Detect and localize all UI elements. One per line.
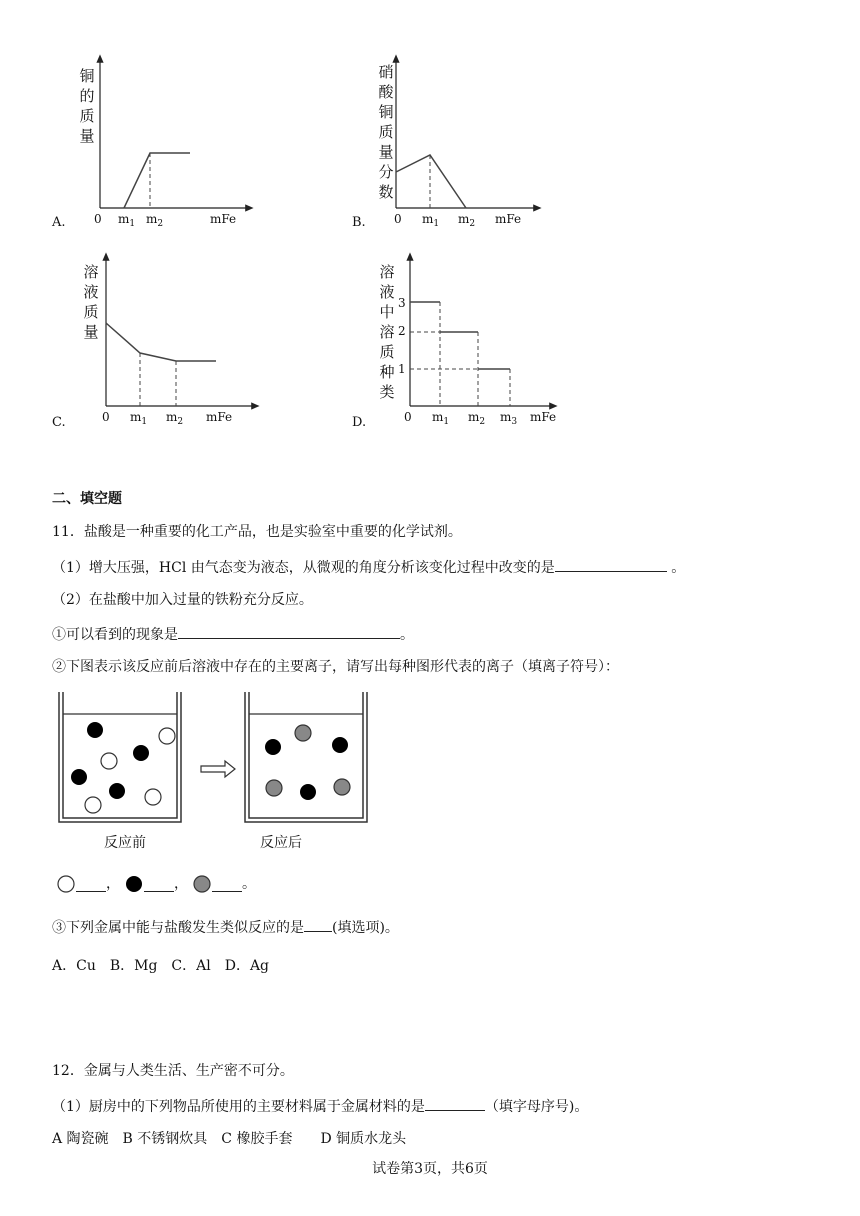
q12-stem: 12．金属与人类生活、生产密不可分。 <box>52 1063 294 1079</box>
grey-ion-icon <box>192 874 212 894</box>
chart-d-tick-m2: $m_2$ <box>468 410 486 427</box>
curve-c <box>106 323 216 361</box>
ylabel-char: 分 <box>378 163 394 181</box>
legend-comma: ， <box>106 876 120 892</box>
q11-sub1-answer-blank[interactable] <box>178 624 400 639</box>
ylabel-char: 量 <box>378 143 394 161</box>
grey-ion <box>334 779 350 795</box>
option-a-letter: A. <box>52 215 66 230</box>
reaction-arrow-icon <box>201 761 235 777</box>
beaker-after <box>245 692 367 822</box>
black-ion <box>300 784 316 800</box>
curve-a <box>124 153 190 208</box>
q12-part1-text: （1）厨房中的下列物品所使用的主要材料属于金属材料的是 <box>52 1099 425 1115</box>
white-ion <box>145 789 161 805</box>
black-ion-answer-blank[interactable] <box>144 877 174 892</box>
ylabel-char: 铜 <box>79 67 95 85</box>
q11-sub3-answer-blank[interactable] <box>304 917 332 932</box>
white-ion <box>85 797 101 813</box>
ylabel-char: 的 <box>79 87 95 105</box>
black-ion <box>265 739 281 755</box>
ylabel-char: 液 <box>83 283 99 301</box>
caption-after: 反应后 <box>260 835 302 851</box>
chart-a-tick-m1: $m_1$ <box>118 212 136 229</box>
q11-sub1-text: ①可以看到的现象是 <box>52 627 178 643</box>
chart-c-origin: 0 <box>102 410 110 424</box>
q11-part2: （2）在盐酸中加入过量的铁粉充分反应。 <box>52 592 313 608</box>
black-ion <box>87 722 103 738</box>
white-ion <box>159 728 175 744</box>
grey-ion <box>295 725 311 741</box>
q12-options: A 陶瓷碗 B 不锈钢炊具 C 橡胶手套 D 铜质水龙头 <box>52 1131 407 1147</box>
chart-d-ylabel <box>378 262 396 402</box>
beaker-before <box>59 692 181 822</box>
chart-b-xlabel: mFe <box>495 212 522 226</box>
caption-before: 反应前 <box>104 835 146 851</box>
ylabel-char: 溶 <box>379 263 395 281</box>
ylabel-char: 数 <box>378 183 394 201</box>
chart-d-tick-m1: $m_1$ <box>432 410 450 427</box>
black-ion <box>332 737 348 753</box>
white-ion-icon <box>56 874 76 894</box>
chart-a-origin: 0 <box>94 212 102 226</box>
chart-d-tick-m3: $m_3$ <box>500 410 518 427</box>
q11-sub3-end: (填选项)。 <box>332 920 399 936</box>
black-ion <box>109 783 125 799</box>
chart-a-graph <box>90 48 260 233</box>
ylabel-char: 质 <box>79 107 95 125</box>
chart-b-graph <box>388 48 548 233</box>
q12-part1 <box>52 1096 588 1116</box>
chart-b-origin: 0 <box>394 212 402 226</box>
q11-part1-answer-blank[interactable] <box>555 557 667 572</box>
q11-part1-end: 。 <box>671 560 686 576</box>
chart-d-xlabel: mFe <box>530 410 557 424</box>
black-ion <box>71 769 87 785</box>
curve-b <box>396 155 466 208</box>
white-ion <box>101 753 117 769</box>
ylabel-char: 溶 <box>379 323 395 341</box>
chart-d-graph <box>402 248 562 418</box>
white-ion-answer-blank[interactable] <box>76 877 106 892</box>
q11-part1-text: （1）增大压强，HCl 由气态变为液态，从微观的角度分析该变化过程中改变的是 <box>52 560 555 576</box>
ion-legend-row <box>56 874 256 894</box>
ylabel-char: 类 <box>379 383 395 401</box>
q11-sub1-end: 。 <box>400 627 414 643</box>
q11-sub2: ②下图表示该反应前后溶液中存在的主要离子，请写出每种图形代表的离子（填离子符号）： <box>52 659 619 675</box>
chart-d-ytick-1: 1 <box>398 362 406 376</box>
q11-sub3-text: ③下列金属中能与盐酸发生类似反应的是 <box>52 920 304 936</box>
ylabel-char: 溶 <box>83 263 99 281</box>
page-footer: 试卷第3页，共6页 <box>372 1161 488 1177</box>
ylabel-char: 中 <box>379 303 395 321</box>
ylabel-char: 量 <box>83 323 99 341</box>
black-ion <box>133 745 149 761</box>
ylabel-char: 质 <box>379 343 395 361</box>
grey-ion-answer-blank[interactable] <box>212 877 242 892</box>
grey-ion <box>266 780 282 796</box>
ylabel-char: 质 <box>83 303 99 321</box>
chart-a-xlabel: mFe <box>210 212 237 226</box>
ylabel-char: 量 <box>79 127 95 145</box>
chart-c-tick-m2: $m_2$ <box>166 410 184 427</box>
chart-d-ytick-2: 2 <box>398 324 406 338</box>
chart-d-ytick-3: 3 <box>398 296 406 310</box>
q11-stem: 11．盐酸是一种重要的化工产品，也是实验室中重要的化学试剂。 <box>52 524 462 540</box>
chart-c-xlabel: mFe <box>206 410 233 424</box>
ylabel-char: 种 <box>379 363 395 381</box>
q11-sub1 <box>52 624 414 644</box>
ylabel-char: 质 <box>378 123 394 141</box>
ylabel-char: 硝 <box>378 63 394 81</box>
q12-part1-end: （填字母序号)。 <box>484 1099 589 1115</box>
q11-part1 <box>52 557 685 577</box>
chart-b-tick-m1: $m_1$ <box>422 212 440 229</box>
black-ion-icon <box>124 874 144 894</box>
q11-sub3 <box>52 917 399 937</box>
legend-comma: ， <box>174 876 188 892</box>
chart-a-tick-m2: $m_2$ <box>146 212 164 229</box>
ylabel-char: 铜 <box>378 103 394 121</box>
option-c-letter: C. <box>52 415 66 430</box>
chart-c-graph <box>96 248 266 418</box>
chart-d-origin: 0 <box>404 410 412 424</box>
ylabel-char: 液 <box>379 283 395 301</box>
ylabel-char: 酸 <box>378 83 394 101</box>
option-b-letter: B. <box>352 215 366 230</box>
reaction-beakers-diagram <box>55 690 385 830</box>
chart-b-tick-m2: $m_2$ <box>458 212 476 229</box>
option-d-letter: D. <box>352 415 367 430</box>
q11-options: A．Cu B．Mg C．Al D．Ag <box>52 958 270 974</box>
q12-part1-answer-blank[interactable] <box>425 1096 485 1111</box>
legend-end: 。 <box>242 876 256 892</box>
chart-c-tick-m1: $m_1$ <box>130 410 148 427</box>
section-heading: 二、填空题 <box>52 491 122 507</box>
